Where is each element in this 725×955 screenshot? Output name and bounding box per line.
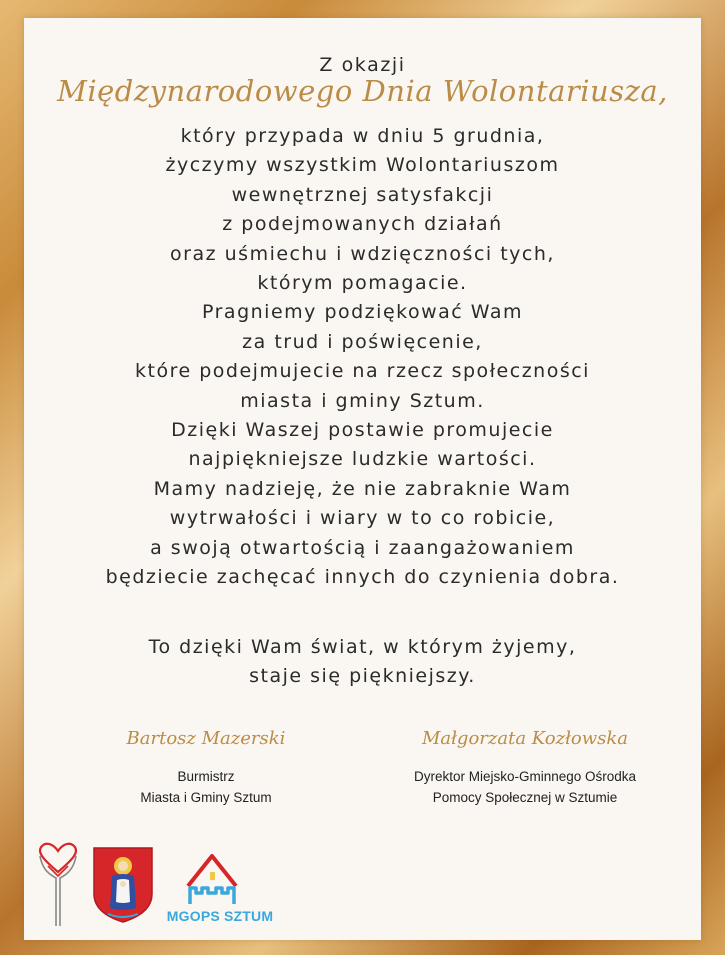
mgops-house-icon bbox=[160, 846, 280, 908]
body-line: będziecie zachęcać innych do czynienia dobra. bbox=[105, 566, 620, 589]
body-line: życzymy wszystkim Wolontariuszom bbox=[165, 154, 560, 177]
body-line: z podejmowanych działań bbox=[222, 213, 503, 236]
closing-line: staje się piękniejszy. bbox=[249, 665, 476, 688]
closing-line: To dzięki Wam świat, w którym żyjemy, bbox=[148, 636, 577, 658]
page-title: Międzynarodowego Dnia Wolontariusza, bbox=[57, 74, 668, 108]
mgops-logo bbox=[160, 846, 280, 926]
body-line: Dzięki Waszej postawie promujecie bbox=[171, 419, 554, 442]
closing-text bbox=[24, 633, 701, 692]
body-line: miasta i gminy Sztum. bbox=[240, 389, 485, 412]
body-line: który przypada w dniu 5 grudnia, bbox=[180, 125, 545, 147]
signature-title bbox=[380, 766, 670, 808]
body-line: Mamy nadzieję, że nie zabraknie Wam bbox=[153, 477, 572, 500]
signature-title-line: Dyrektor Miejsko-Gminnego Ośrodka bbox=[413, 769, 637, 784]
greeting-card bbox=[24, 18, 701, 940]
signature-mayor bbox=[96, 724, 316, 808]
signature-director bbox=[380, 724, 670, 808]
greeting-body bbox=[24, 122, 701, 593]
body-line: wewnętrznej satysfakcji bbox=[231, 183, 494, 206]
signature-title-line: Miasta i Gminy Sztum bbox=[140, 790, 272, 805]
coat-of-arms-logo bbox=[92, 846, 154, 924]
body-line: a swoją otwartością i zaangażowaniem bbox=[150, 536, 575, 559]
body-line: oraz uśmiechu i wdzięczności tych, bbox=[170, 242, 555, 265]
signature-title-line: Burmistrz bbox=[177, 769, 235, 784]
logos-row bbox=[34, 840, 294, 930]
signature-title bbox=[96, 766, 316, 808]
body-line: którym pomagacie. bbox=[257, 272, 468, 295]
signature-title-line: Pomocy Społecznej w Sztumie bbox=[432, 790, 618, 805]
signature-name: Bartosz Mazerski bbox=[126, 728, 286, 749]
body-line: najpiękniejsze ludzkie wartości. bbox=[188, 448, 537, 471]
body-line: Pragniemy podziękować Wam bbox=[202, 301, 523, 324]
body-line: które podejmujecie na rzecz społeczności bbox=[135, 360, 590, 383]
body-line: za trud i poświęcenie, bbox=[242, 330, 483, 353]
intro-text: Z okazji bbox=[319, 54, 406, 76]
body-line: wytrwałości i wiary w to co robicie, bbox=[169, 507, 556, 530]
mgops-logo-text: MGOPS SZTUM bbox=[166, 908, 274, 924]
volunteer-heart-logo bbox=[34, 842, 82, 928]
signature-name: Małgorzata Kozłowska bbox=[421, 728, 629, 749]
